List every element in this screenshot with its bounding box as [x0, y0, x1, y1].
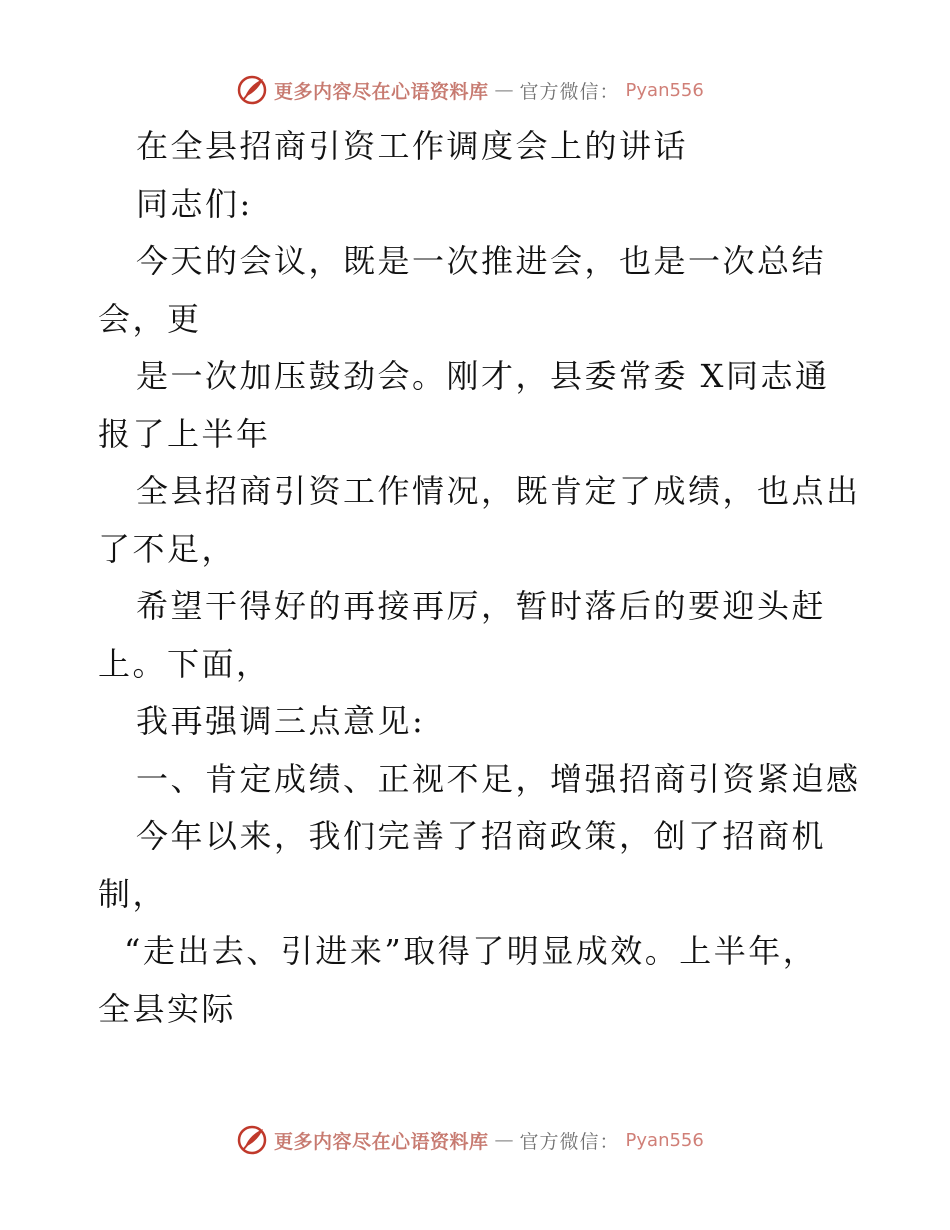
- salutation: 同志们:: [136, 184, 253, 223]
- footer-banner-wechat-label: 官方微信：: [519, 1130, 620, 1153]
- footer-banner-wechat-id: Pyan556: [625, 1129, 704, 1151]
- banner-separator: —: [494, 79, 514, 101]
- paragraph-line: 希望干得好的再接再厉，暂时落后的要迎头赶: [136, 587, 827, 625]
- footer-banner-separator: —: [494, 1129, 514, 1151]
- paragraph-line: 报了上半年: [98, 414, 271, 453]
- paragraph-line: 制，: [98, 874, 168, 913]
- footer-banner-title: 更多内容尽在心语资料库: [274, 1130, 489, 1153]
- section-heading: 一、肯定成绩、正视不足，增强招商引资紧迫感: [136, 759, 861, 798]
- paragraph-line: “走出去、引进来”取得了明显成效。上半年，: [124, 932, 818, 970]
- paragraph-line: 了不足，: [98, 529, 237, 568]
- quill-pen-logo-icon: [236, 1124, 268, 1156]
- paragraph-line: 全县实际: [98, 989, 237, 1028]
- banner-title: 更多内容尽在心语资料库: [274, 80, 489, 103]
- paragraph-line: 今年以来，我们完善了招商政策，创了招商机: [136, 817, 827, 855]
- paragraph-line: 全县招商引资工作情况，既肯定了成绩，也点出: [136, 472, 861, 510]
- banner-wechat-label: 官方微信：: [519, 80, 620, 103]
- footer-banner: [236, 1123, 704, 1157]
- header-banner: [236, 73, 704, 107]
- quill-pen-logo-icon: [236, 74, 268, 106]
- paragraph-line: 上。下面，: [98, 644, 271, 683]
- banner-wechat-id: Pyan556: [625, 79, 704, 101]
- paragraph-line: 是一次加压鼓劲会。刚才，县委常委 X同志通: [136, 357, 830, 395]
- paragraph-line: 今天的会议，既是一次推进会，也是一次总结: [136, 242, 827, 280]
- paragraph-line: 我再强调三点意见:: [136, 702, 426, 740]
- paragraph-line: 会，更: [98, 299, 202, 338]
- document-title: 在全县招商引资工作调度会上的讲话: [136, 127, 689, 165]
- document-body: [98, 118, 878, 1038]
